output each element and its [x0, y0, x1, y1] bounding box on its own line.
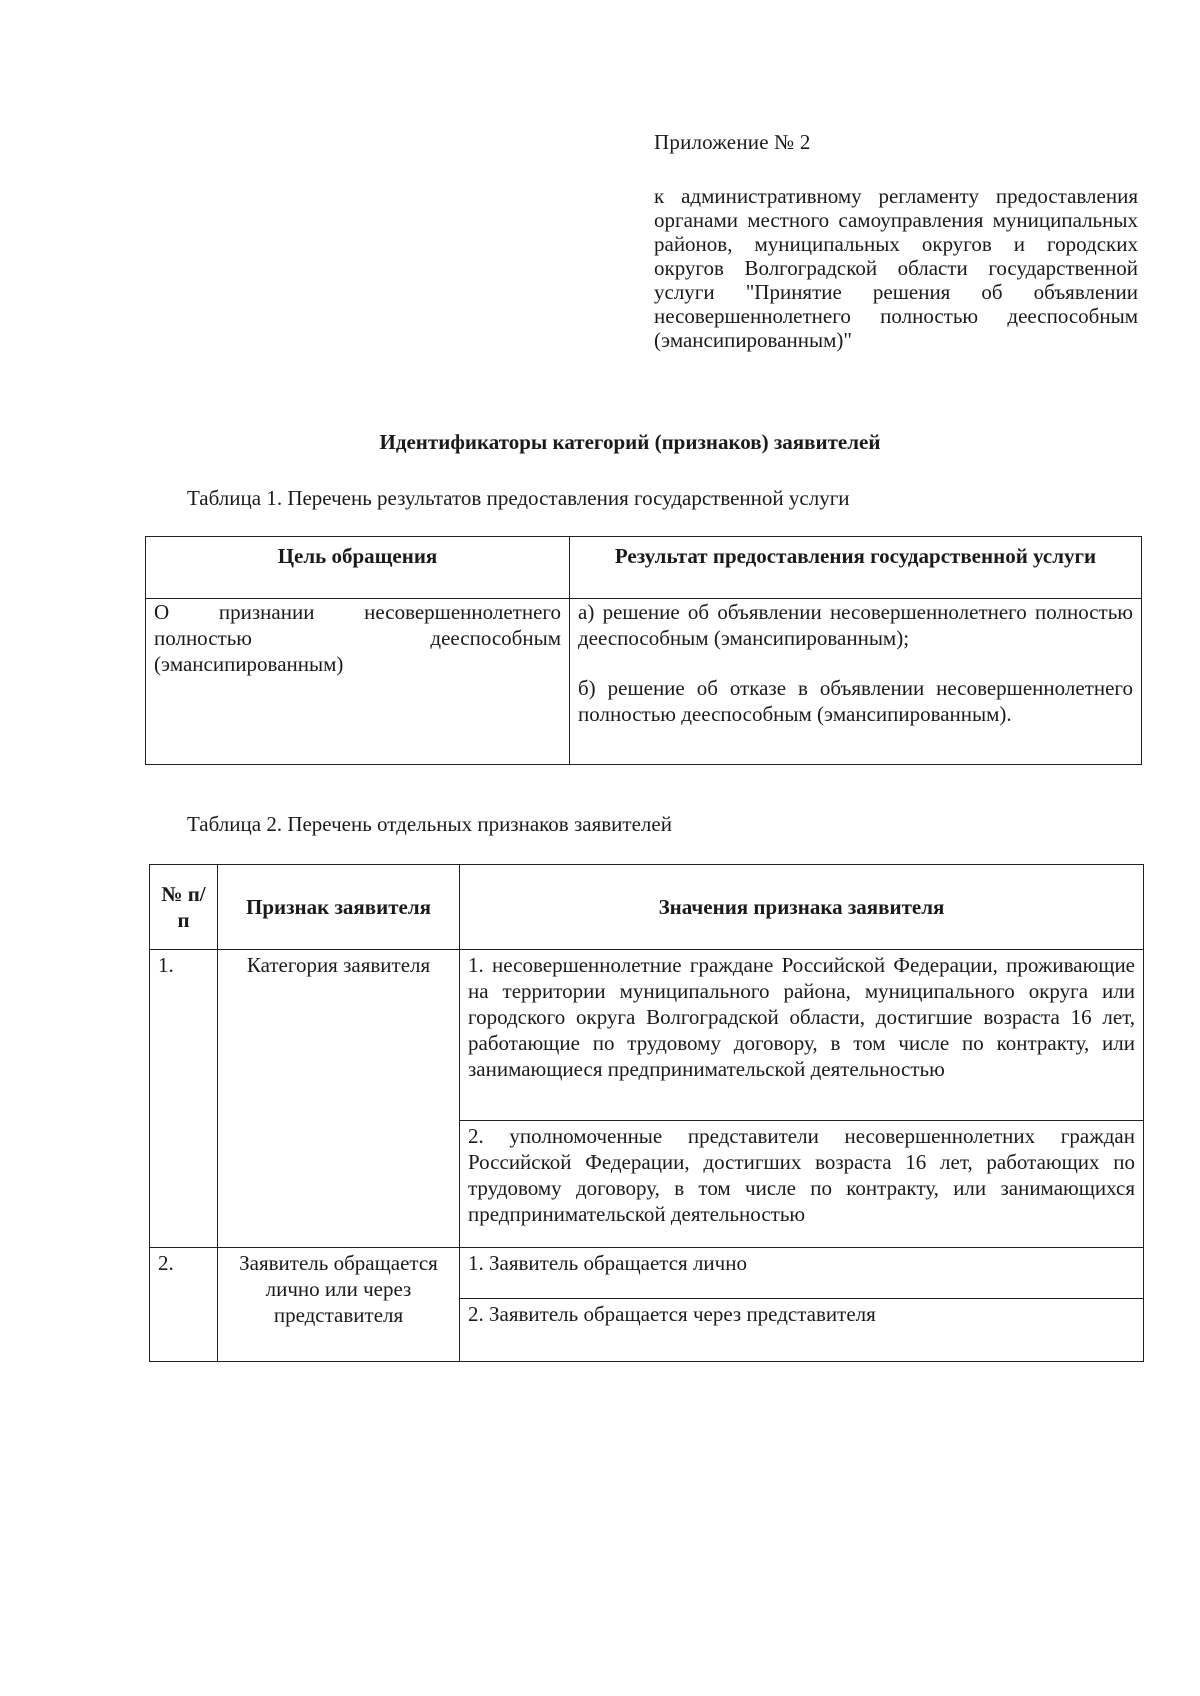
value-cell	[460, 1121, 1144, 1248]
table-row	[150, 1248, 1144, 1299]
column-header-values: Значения признака заявителя	[460, 865, 1144, 950]
column-header-purpose: Цель обращения	[146, 537, 570, 599]
table-header-row	[150, 865, 1144, 950]
appendix-body: к административному регламенту предоставления органами местного самоуправления муниципальных районов, муниципальных округов и городских округов Волгоградской области государственной услуги "Принятие решения об объявлении несовершеннолетнего полностью дееспособным (эмансипированным)"	[654, 184, 1138, 352]
value-text: 2. уполномоченные представители несовершеннолетних граждан Российской Федерации, достигших возраста 16 лет, работающих по трудовому договору, в том числе по контракту, или занимающихся предпринимательской деятельностью	[468, 1124, 1135, 1226]
row-number-cell: 2.	[150, 1248, 218, 1362]
appendix-title: Приложение № 2	[654, 130, 811, 154]
document-heading: Идентификаторы категорий (признаков) заявителей	[379, 430, 881, 454]
result-cell	[570, 599, 1142, 765]
table-row	[150, 950, 1144, 1121]
value-text: 1. несовершеннолетние граждане Российской Федерации, проживающие на территории муниципального района, муниципального округа или городского округа Волгоградской области, достигшие возраста 16 лет, работающие по трудовому договору, в том числе по контракту, или занимающиеся предпринимательской деятельностью	[468, 953, 1135, 1081]
applicant-features-table	[149, 864, 1144, 1362]
value-text: 1. Заявитель обращается лично	[468, 1251, 747, 1275]
table2-caption: Таблица 2. Перечень отдельных признаков заявителей	[187, 812, 672, 836]
column-header-result: Результат предоставления государственной услуги	[570, 537, 1142, 599]
feature-cell: Заявитель обращается лично или через представителя	[218, 1248, 460, 1362]
purpose-text: О признании несовершеннолетнего полностью дееспособным (эмансипированным)	[154, 600, 561, 676]
table1-caption: Таблица 1. Перечень результатов предоставления государственной услуги	[187, 486, 850, 510]
result-b-text: б) решение об отказе в объявлении несовершеннолетнего полностью дееспособным (эмансипированным).	[578, 676, 1133, 726]
column-header-feature: Признак заявителя	[218, 865, 460, 950]
value-text: 2. Заявитель обращается через представителя	[468, 1302, 876, 1326]
result-a-text: а) решение об объявлении несовершеннолетнего полностью дееспособным (эмансипированным);	[578, 600, 1133, 650]
table-header-row	[146, 537, 1142, 599]
column-header-number: № п/п	[150, 865, 218, 950]
value-cell	[460, 1248, 1144, 1299]
purpose-cell	[146, 599, 570, 765]
value-cell	[460, 1299, 1144, 1362]
value-cell	[460, 950, 1144, 1121]
table-row	[146, 599, 1142, 765]
row-number-cell: 1.	[150, 950, 218, 1248]
feature-cell: Категория заявителя	[218, 950, 460, 1248]
results-table	[145, 536, 1142, 765]
